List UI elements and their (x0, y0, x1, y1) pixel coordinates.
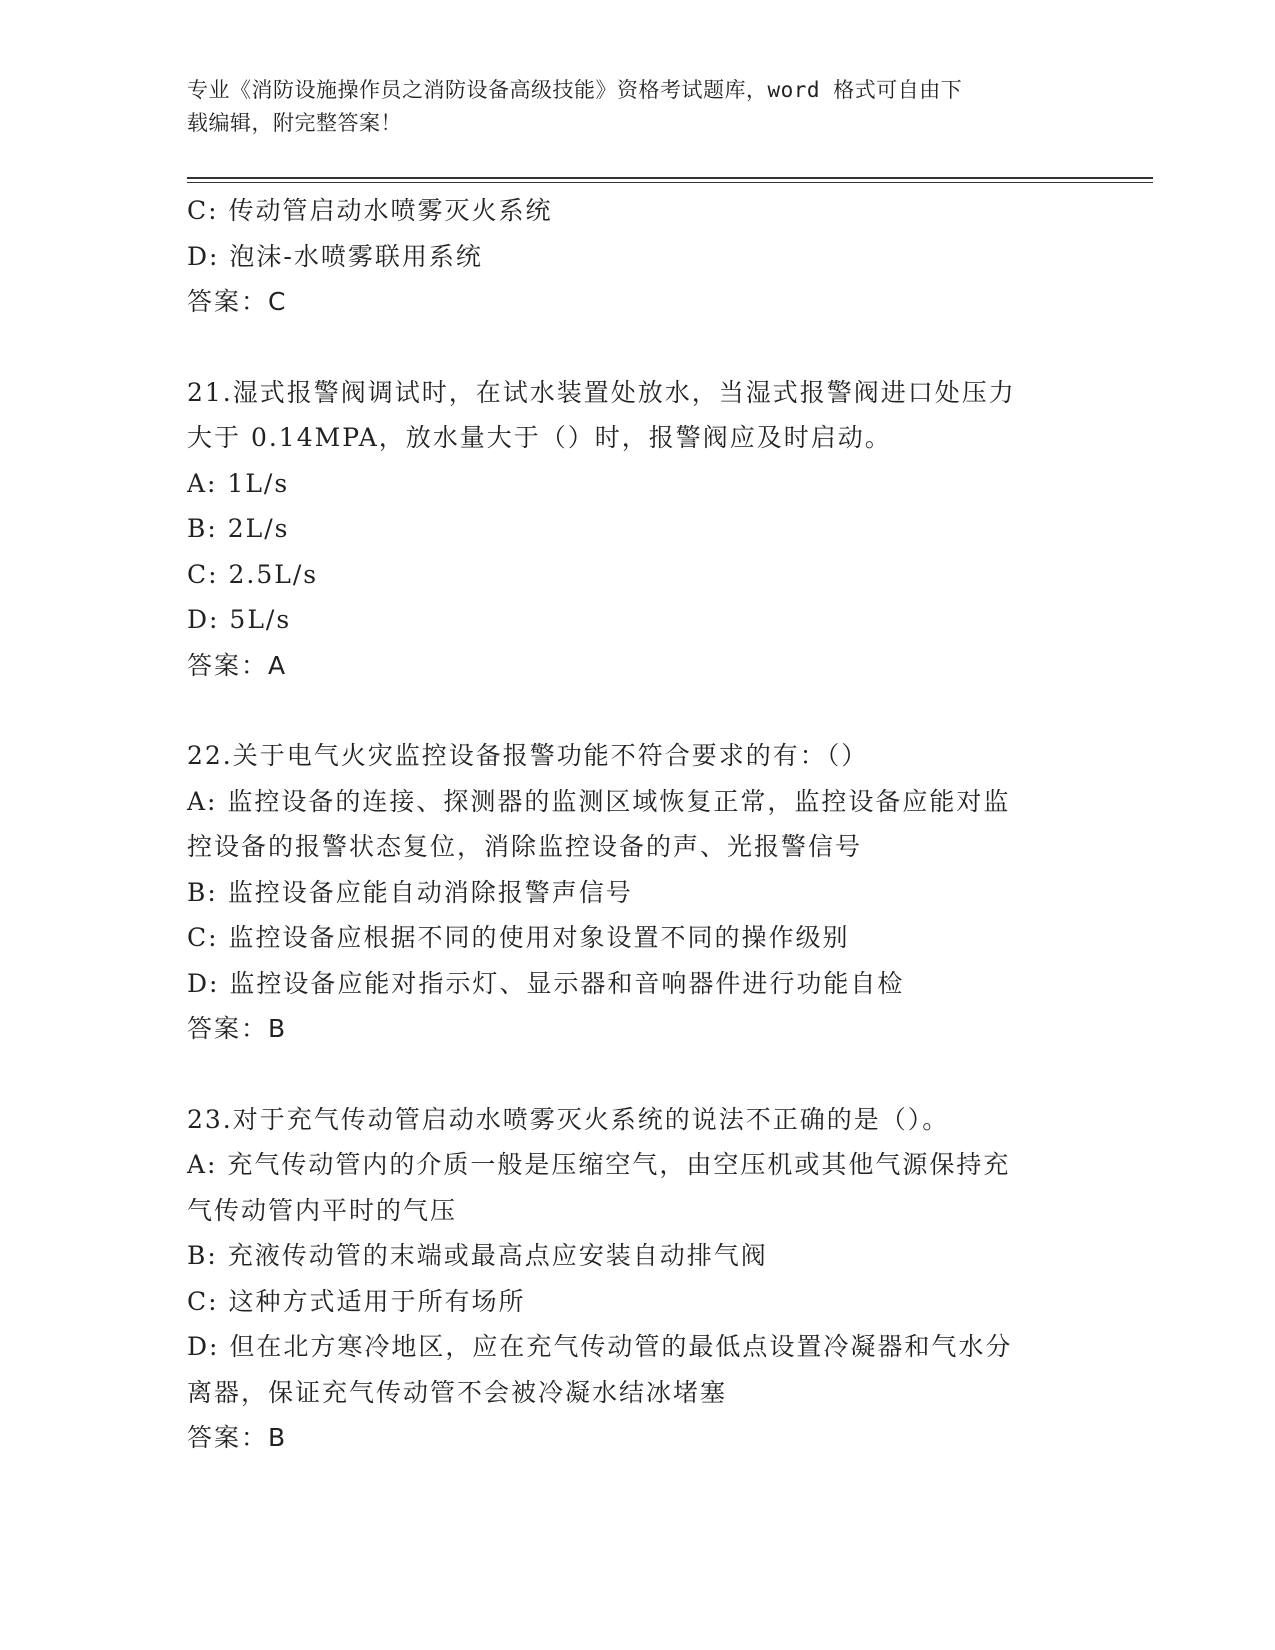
answer-line: 答案：B (187, 1423, 288, 1452)
header-line-1: 专业《消防设施操作员之消防设备高级技能》资格考试题库，word 格式可自由下 (187, 78, 963, 102)
option-line: A: 充气传动管内的介质一般是压缩空气，由空压机或其他气源保持充 (187, 1150, 1011, 1179)
question-content (187, 188, 1087, 1461)
page-header (187, 74, 1067, 140)
answer-line: 答案：B (187, 1014, 288, 1043)
option-line: C: 传动管启动水喷雾灭火系统 (187, 196, 553, 225)
option-line: C: 这种方式适用于所有场所 (187, 1286, 526, 1316)
previous-question-tail (187, 188, 1087, 325)
question-stem: 22.关于电气火灾监控设备报警功能不符合要求的有：（） (187, 741, 869, 770)
option-line: D: 泡沫-水喷雾联用系统 (187, 241, 483, 271)
option-line: A: 1L/s (187, 468, 290, 498)
option-line: D: 5L/s (187, 605, 292, 634)
option-line: D: 监控设备应能对指示灯、显示器和音响器件进行功能自检 (187, 968, 905, 998)
header-divider (187, 177, 1153, 183)
answer-line: 答案：C (187, 287, 288, 316)
question-22 (187, 733, 1087, 1052)
question-stem: 21.湿式报警阀调试时，在试水装置处放水，当湿式报警阀进口处压力 (187, 377, 1016, 407)
header-line-2: 载编辑，附完整答案！ (187, 111, 402, 135)
option-line: B: 监控设备应能自动消除报警声信号 (187, 877, 633, 907)
option-line: B: 充液传动管的末端或最高点应安装自动排气阀 (187, 1241, 768, 1270)
option-line: 气传动管内平时的气压 (187, 1195, 458, 1225)
question-stem: 大于 0.14MPA，放水量大于（）时，报警阀应及时启动。 (187, 423, 892, 452)
answer-line: 答案：A (187, 650, 288, 680)
option-line: C: 2.5L/s (187, 559, 319, 589)
option-line: B: 2L/s (187, 514, 290, 543)
question-21 (187, 370, 1087, 689)
option-line: 离器，保证充气传动管不会被冷凝水结冰堵塞 (187, 1377, 728, 1407)
option-line: A: 监控设备的连接、探测器的监测区域恢复正常，监控设备应能对监 (187, 786, 1011, 816)
question-23 (187, 1097, 1087, 1461)
option-line: D: 但在北方寒冷地区，应在充气传动管的最低点设置冷凝器和气水分 (187, 1332, 1013, 1361)
option-line: C: 监控设备应根据不同的使用对象设置不同的操作级别 (187, 923, 850, 952)
question-stem: 23.对于充气传动管启动水喷雾灭火系统的说法不正确的是（）。 (187, 1104, 950, 1134)
option-line: 控设备的报警状态复位，消除监控设备的声、光报警信号 (187, 832, 863, 861)
